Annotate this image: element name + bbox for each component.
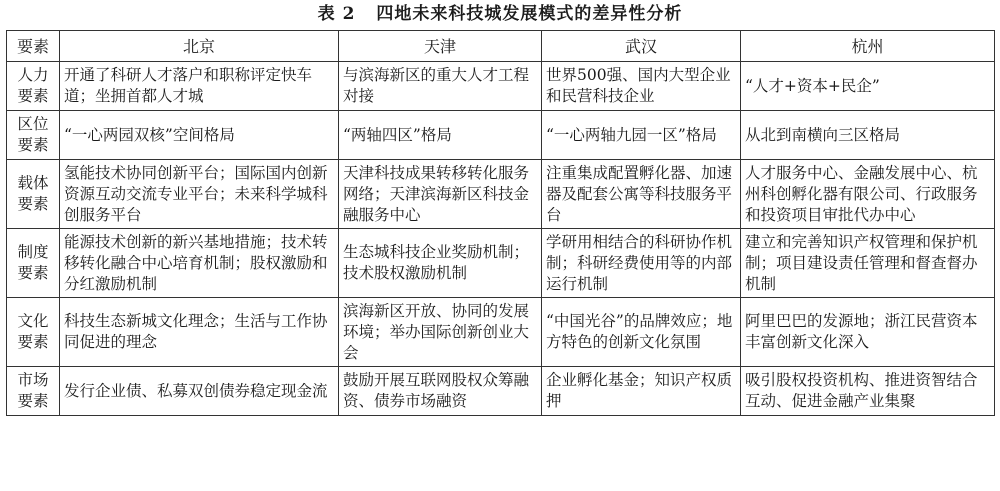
cell-beijing: 能源技术创新的新兴基地措施；技术转移转化融合中心培育机制；股权激励和分红激励机制: [60, 229, 339, 298]
cell-wuhan: “一心两轴九园一区”格局: [542, 111, 741, 160]
header-hangzhou: 杭州: [741, 31, 995, 62]
cell-tianjin: 滨海新区开放、协同的发展环境；举办国际创新创业大会: [339, 298, 542, 367]
cell-wuhan: “中国光谷”的品牌效应；地方特色的创新文化氛围: [542, 298, 741, 367]
cell-wuhan: 注重集成配置孵化器、加速器及配套公寓等科技服务平台: [542, 160, 741, 229]
cell-beijing: 开通了科研人才落户和职称评定快车道；坐拥首都人才城: [60, 62, 339, 111]
cell-hangzhou: 从北到南横向三区格局: [741, 111, 995, 160]
cell-tianjin: “两轴四区”格局: [339, 111, 542, 160]
cell-tianjin: 与滨海新区的重大人才工程对接: [339, 62, 542, 111]
table-title: 四地未来科技城发展模式的差异性分析: [376, 4, 683, 24]
cell-wuhan: 学研用相结合的科研协作机制；科研经费使用等的内部运行机制: [542, 229, 741, 298]
cell-hangzhou: 阿里巴巴的发源地；浙江民营资本丰富创新文化深入: [741, 298, 995, 367]
cell-hangzhou: 人才服务中心、金融发展中心、杭州科创孵化器有限公司、行政服务和投资项目审批代办中心: [741, 160, 995, 229]
cell-tianjin: 天津科技成果转移转化服务网络；天津滨海新区科技金融服务中心: [339, 160, 542, 229]
row-label: 人力 要素: [7, 62, 60, 111]
table-row-culture: [7, 298, 995, 367]
row-label: 市场 要素: [7, 367, 60, 416]
cell-hangzhou: 吸引股权投资机构、推进资智结合互动、促进金融产业集聚: [741, 367, 995, 416]
header-beijing: 北京: [60, 31, 339, 62]
cell-tianjin: 鼓励开展互联网股权众筹融资、债券市场融资: [339, 367, 542, 416]
cell-beijing: 氢能技术协同创新平台；国际国内创新资源互动交流专业平台；未来科学城科创服务平台: [60, 160, 339, 229]
cell-hangzhou: 建立和完善知识产权管理和保护机制；项目建设责任管理和督查督办机制: [741, 229, 995, 298]
table-header-row: [7, 31, 995, 62]
row-label: 文化 要素: [7, 298, 60, 367]
table-row-carrier: [7, 160, 995, 229]
header-factor: 要素: [7, 31, 60, 62]
cell-beijing: 科技生态新城文化理念；生活与工作协同促进的理念: [60, 298, 339, 367]
comparison-table: [6, 30, 995, 416]
table-row-institution: [7, 229, 995, 298]
cell-hangzhou: “人才+资本+民企”: [741, 62, 995, 111]
cell-beijing: 发行企业债、私募双创债券稳定现金流: [60, 367, 339, 416]
cell-beijing: “一心两园双核”空间格局: [60, 111, 339, 160]
table-row-location: [7, 111, 995, 160]
row-label: 区位 要素: [7, 111, 60, 160]
row-label: 制度 要素: [7, 229, 60, 298]
table-number: 表 2: [317, 4, 356, 24]
cell-wuhan: 世界500强、国内大型企业和民营科技企业: [542, 62, 741, 111]
header-wuhan: 武汉: [542, 31, 741, 62]
table-row-human: [7, 62, 995, 111]
table-caption: [0, 0, 1000, 28]
header-tianjin: 天津: [339, 31, 542, 62]
table-row-market: [7, 367, 995, 416]
row-label: 载体 要素: [7, 160, 60, 229]
cell-tianjin: 生态城科技企业奖励机制；技术股权激励机制: [339, 229, 542, 298]
cell-wuhan: 企业孵化基金；知识产权质押: [542, 367, 741, 416]
